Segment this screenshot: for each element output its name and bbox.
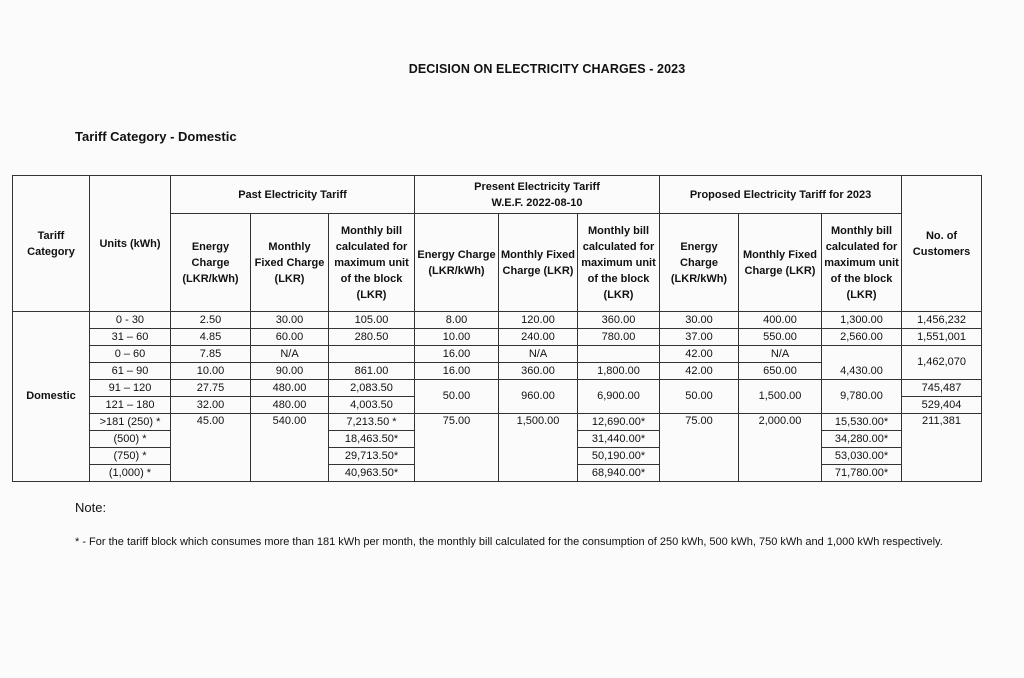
past-fixed-cell: 60.00 <box>251 329 329 346</box>
header-proposed-energy: Energy Charge (LKR/kWh) <box>660 214 739 312</box>
note-label: Note: <box>75 500 107 515</box>
customers-cell: 1,551,001 <box>902 329 982 346</box>
header-proposed-bill: Monthly bill calculated for maximum unit of the block (LKR) <box>822 214 902 312</box>
tariff-table <box>12 175 982 482</box>
table-row <box>13 312 982 329</box>
note-text: * - For the tariff block which consumes more than 181 kWh per month, the monthly bill calculated for the consumption of 250 kWh, 500 kWh, 750 kWh and 1,000 kWh respectively. <box>75 536 943 548</box>
units-cell: 31 – 60 <box>90 329 171 346</box>
units-cell: (750) * <box>90 448 171 465</box>
units-cell: 91 – 120 <box>90 380 171 397</box>
table-row <box>13 380 982 397</box>
past-bill-cell: 280.50 <box>329 329 415 346</box>
units-cell: 0 – 60 <box>90 346 171 363</box>
proposed-energy-cell: 37.00 <box>660 329 739 346</box>
proposed-energy-cell: 42.00 <box>660 346 739 363</box>
units-cell: >181 (250) * <box>90 414 171 431</box>
header-past-bill: Monthly bill calculated for maximum unit of the block (LKR) <box>329 214 415 312</box>
present-bill-cell: 68,940.00* <box>578 465 660 482</box>
proposed-bill-cell: 2,560.00 <box>822 329 902 346</box>
present-fixed-cell: 960.00 <box>499 380 578 414</box>
header-no-of-customers: No. of Customers <box>902 176 982 312</box>
proposed-fixed-cell: 550.00 <box>739 329 822 346</box>
header-present-energy: Energy Charge (LKR/kWh) <box>415 214 499 312</box>
proposed-fixed-cell: 400.00 <box>739 312 822 329</box>
section-subtitle: Tariff Category - Domestic <box>75 129 237 144</box>
past-bill-cell: 861.00 <box>329 363 415 380</box>
past-bill-cell: 2,083.50 <box>329 380 415 397</box>
proposed-bill-cell: 71,780.00* <box>822 465 902 482</box>
present-bill-cell: 780.00 <box>578 329 660 346</box>
past-energy-cell: 2.50 <box>171 312 251 329</box>
past-fixed-cell: 540.00 <box>251 414 329 482</box>
table-row <box>13 329 982 346</box>
category-cell: Domestic <box>13 312 90 482</box>
proposed-energy-cell: 30.00 <box>660 312 739 329</box>
header-present-fixed: Monthly Fixed Charge (LKR) <box>499 214 578 312</box>
header-present-bill: Monthly bill calculated for maximum unit of the block (LKR) <box>578 214 660 312</box>
header-row-group <box>13 176 982 214</box>
past-fixed-cell: 480.00 <box>251 380 329 397</box>
units-cell: 0 - 30 <box>90 312 171 329</box>
present-bill-cell <box>578 346 660 363</box>
header-present-line1: Present Electricity Tariff <box>474 180 600 193</box>
past-energy-cell: 7.85 <box>171 346 251 363</box>
units-cell: 121 – 180 <box>90 397 171 414</box>
document-title: DECISION ON ELECTRICITY CHARGES - 2023 <box>408 62 686 76</box>
header-tariff-category: Tariff Category <box>13 176 90 312</box>
customers-cell: 211,381 <box>902 414 982 482</box>
present-fixed-cell: 1,500.00 <box>499 414 578 482</box>
past-energy-cell: 32.00 <box>171 397 251 414</box>
units-cell: 61 – 90 <box>90 363 171 380</box>
customers-cell: 1,456,232 <box>902 312 982 329</box>
present-energy-cell: 75.00 <box>415 414 499 482</box>
present-bill-cell: 360.00 <box>578 312 660 329</box>
past-bill-cell <box>329 346 415 363</box>
units-cell: (500) * <box>90 431 171 448</box>
past-fixed-cell: 30.00 <box>251 312 329 329</box>
proposed-bill-cell: 53,030.00* <box>822 448 902 465</box>
proposed-fixed-cell: N/A <box>739 346 822 363</box>
proposed-bill-cell: 34,280.00* <box>822 431 902 448</box>
past-bill-cell: 7,213.50 * <box>329 414 415 431</box>
header-proposed-fixed: Monthly Fixed Charge (LKR) <box>739 214 822 312</box>
past-energy-cell: 4.85 <box>171 329 251 346</box>
table-row <box>13 414 982 431</box>
present-energy-cell: 16.00 <box>415 363 499 380</box>
present-energy-cell: 50.00 <box>415 380 499 414</box>
present-bill-cell: 50,190.00* <box>578 448 660 465</box>
proposed-fixed-cell: 650.00 <box>739 363 822 380</box>
proposed-fixed-cell: 1,500.00 <box>739 380 822 414</box>
present-energy-cell: 16.00 <box>415 346 499 363</box>
past-bill-cell: 105.00 <box>329 312 415 329</box>
header-past-tariff: Past Electricity Tariff <box>171 176 415 214</box>
header-proposed-tariff: Proposed Electricity Tariff for 2023 <box>660 176 902 214</box>
table-row <box>13 346 982 363</box>
past-bill-cell: 40,963.50* <box>329 465 415 482</box>
customers-cell: 1,462,070 <box>902 346 982 380</box>
proposed-energy-cell: 42.00 <box>660 363 739 380</box>
past-fixed-cell: N/A <box>251 346 329 363</box>
past-fixed-cell: 90.00 <box>251 363 329 380</box>
proposed-energy-cell: 50.00 <box>660 380 739 414</box>
proposed-energy-cell: 75.00 <box>660 414 739 482</box>
header-present-tariff <box>415 176 660 214</box>
customers-cell: 745,487 <box>902 380 982 397</box>
present-fixed-cell: 360.00 <box>499 363 578 380</box>
header-past-fixed: Monthly Fixed Charge (LKR) <box>251 214 329 312</box>
proposed-bill-cell: 15,530.00* <box>822 414 902 431</box>
proposed-bill-cell: 4,430.00 <box>822 346 902 380</box>
past-energy-cell: 45.00 <box>171 414 251 482</box>
past-energy-cell: 27.75 <box>171 380 251 397</box>
past-bill-cell: 29,713.50* <box>329 448 415 465</box>
header-present-line2: W.E.F. 2022-08-10 <box>491 196 583 209</box>
present-fixed-cell: 120.00 <box>499 312 578 329</box>
present-fixed-cell: N/A <box>499 346 578 363</box>
customers-cell: 529,404 <box>902 397 982 414</box>
past-fixed-cell: 480.00 <box>251 397 329 414</box>
present-bill-cell: 1,800.00 <box>578 363 660 380</box>
header-units: Units (kWh) <box>90 176 171 312</box>
units-cell: (1,000) * <box>90 465 171 482</box>
past-bill-cell: 18,463.50* <box>329 431 415 448</box>
present-bill-cell: 12,690.00* <box>578 414 660 431</box>
present-fixed-cell: 240.00 <box>499 329 578 346</box>
past-energy-cell: 10.00 <box>171 363 251 380</box>
present-energy-cell: 8.00 <box>415 312 499 329</box>
present-bill-cell: 31,440.00* <box>578 431 660 448</box>
proposed-fixed-cell: 2,000.00 <box>739 414 822 482</box>
header-past-energy: Energy Charge (LKR/kWh) <box>171 214 251 312</box>
proposed-bill-cell: 1,300.00 <box>822 312 902 329</box>
present-bill-cell: 6,900.00 <box>578 380 660 414</box>
past-bill-cell: 4,003.50 <box>329 397 415 414</box>
present-energy-cell: 10.00 <box>415 329 499 346</box>
proposed-bill-cell: 9,780.00 <box>822 380 902 414</box>
